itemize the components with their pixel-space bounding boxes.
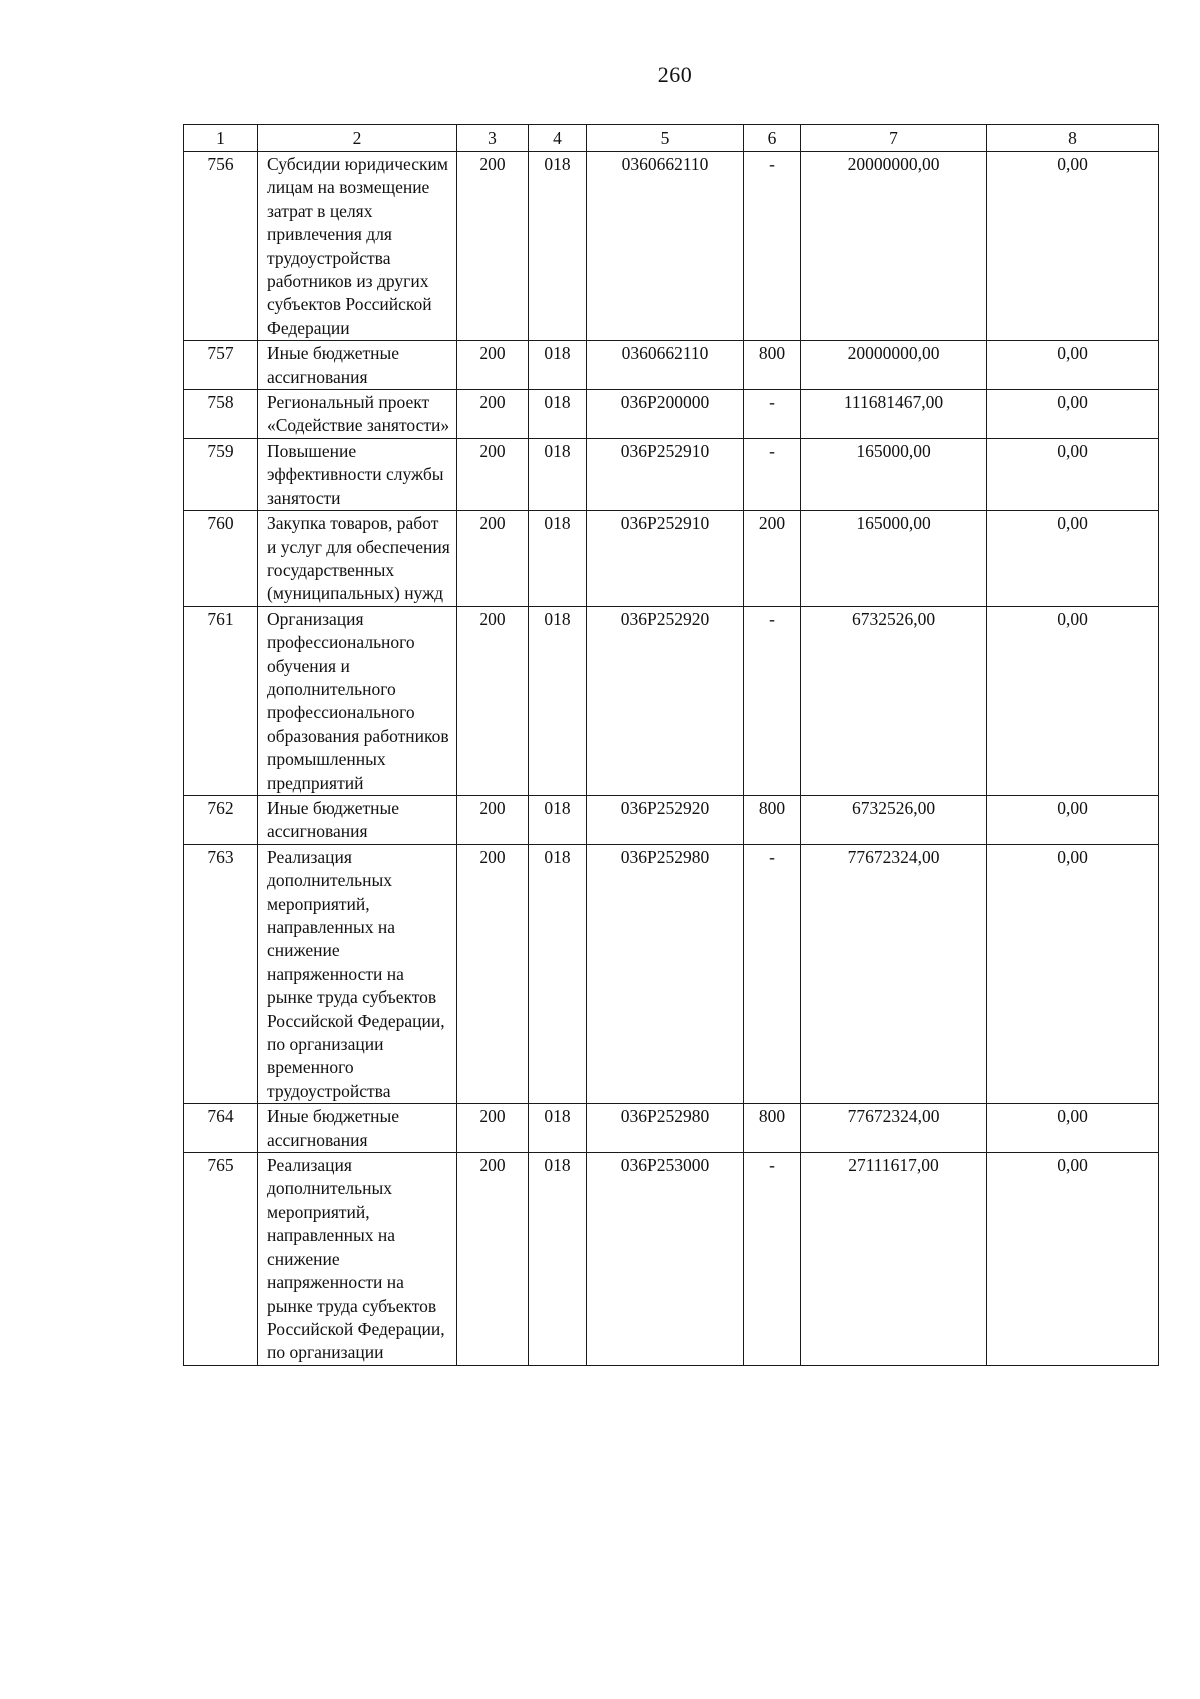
row-col4: 018 xyxy=(529,152,587,341)
row-col3: 200 xyxy=(457,606,529,795)
row-col8: 0,00 xyxy=(987,438,1159,510)
row-col6: 200 xyxy=(744,511,801,607)
row-col6: 800 xyxy=(744,795,801,844)
row-number: 757 xyxy=(184,341,258,390)
row-number: 758 xyxy=(184,390,258,439)
table-row xyxy=(184,1104,1159,1153)
row-col4: 018 xyxy=(529,844,587,1103)
row-description: Реализация дополнительных мероприятий, направленных на снижение напряженности на рынке труда субъектов Российской Федерации, по организации временного трудоустройства xyxy=(258,844,457,1103)
row-col4: 018 xyxy=(529,606,587,795)
row-number: 756 xyxy=(184,152,258,341)
row-col4: 018 xyxy=(529,1153,587,1366)
row-col5: 036P252910 xyxy=(587,438,744,510)
row-col3: 200 xyxy=(457,390,529,439)
column-header: 3 xyxy=(457,125,529,152)
row-col4: 018 xyxy=(529,1104,587,1153)
row-description: Субсидии юридическим лицам на возмещение затрат в целях привлечения для трудоустройства работников из других субъектов Российской Федерации xyxy=(258,152,457,341)
row-col3: 200 xyxy=(457,844,529,1103)
row-col3: 200 xyxy=(457,152,529,341)
row-col3: 200 xyxy=(457,341,529,390)
row-col3: 200 xyxy=(457,1104,529,1153)
row-col6: - xyxy=(744,606,801,795)
row-col8: 0,00 xyxy=(987,606,1159,795)
row-col5: 036P252980 xyxy=(587,844,744,1103)
row-number: 764 xyxy=(184,1104,258,1153)
table-row xyxy=(184,844,1159,1103)
row-col6: - xyxy=(744,844,801,1103)
row-col5: 036P252910 xyxy=(587,511,744,607)
row-description: Повышение эффективности службы занятости xyxy=(258,438,457,510)
row-col7: 77672324,00 xyxy=(801,844,987,1103)
table-row xyxy=(184,795,1159,844)
row-col4: 018 xyxy=(529,438,587,510)
row-description: Иные бюджетные ассигнования xyxy=(258,1104,457,1153)
row-number: 765 xyxy=(184,1153,258,1366)
page-number: 260 xyxy=(657,62,693,87)
row-col6: - xyxy=(744,152,801,341)
row-col4: 018 xyxy=(529,511,587,607)
row-col8: 0,00 xyxy=(987,390,1159,439)
row-col6: 800 xyxy=(744,341,801,390)
row-col5: 0360662110 xyxy=(587,341,744,390)
row-col6: 800 xyxy=(744,1104,801,1153)
row-description: Закупка товаров, работ и услуг для обеспечения государственных (муниципальных) нужд xyxy=(258,511,457,607)
row-col3: 200 xyxy=(457,795,529,844)
row-col8: 0,00 xyxy=(987,511,1159,607)
row-col4: 018 xyxy=(529,341,587,390)
row-col8: 0,00 xyxy=(987,341,1159,390)
row-description: Иные бюджетные ассигнования xyxy=(258,341,457,390)
row-col3: 200 xyxy=(457,438,529,510)
column-header: 4 xyxy=(529,125,587,152)
column-header: 5 xyxy=(587,125,744,152)
row-number: 761 xyxy=(184,606,258,795)
row-col8: 0,00 xyxy=(987,152,1159,341)
row-number: 763 xyxy=(184,844,258,1103)
row-col7: 165000,00 xyxy=(801,438,987,510)
row-col7: 20000000,00 xyxy=(801,341,987,390)
row-col8: 0,00 xyxy=(987,1104,1159,1153)
row-number: 762 xyxy=(184,795,258,844)
row-col7: 6732526,00 xyxy=(801,795,987,844)
table-row xyxy=(184,1153,1159,1366)
column-header: 7 xyxy=(801,125,987,152)
row-col4: 018 xyxy=(529,795,587,844)
row-description: Иные бюджетные ассигнования xyxy=(258,795,457,844)
table-row xyxy=(184,341,1159,390)
row-col7: 6732526,00 xyxy=(801,606,987,795)
row-col8: 0,00 xyxy=(987,1153,1159,1366)
column-header: 8 xyxy=(987,125,1159,152)
row-description: Организация профессионального обучения и дополнительного профессионального образования работников промышленных предприятий xyxy=(258,606,457,795)
row-col3: 200 xyxy=(457,511,529,607)
row-col8: 0,00 xyxy=(987,844,1159,1103)
row-col5: 036P200000 xyxy=(587,390,744,439)
row-col7: 77672324,00 xyxy=(801,1104,987,1153)
row-col7: 20000000,00 xyxy=(801,152,987,341)
row-col6: - xyxy=(744,438,801,510)
row-col3: 200 xyxy=(457,1153,529,1366)
column-header: 2 xyxy=(258,125,457,152)
column-header: 1 xyxy=(184,125,258,152)
budget-table xyxy=(183,124,1159,1366)
table-row xyxy=(184,511,1159,607)
row-col7: 111681467,00 xyxy=(801,390,987,439)
row-col8: 0,00 xyxy=(987,795,1159,844)
table-row xyxy=(184,152,1159,341)
row-col6: - xyxy=(744,390,801,439)
row-description: Региональный проект «Содействие занятости» xyxy=(258,390,457,439)
row-col6: - xyxy=(744,1153,801,1366)
row-col5: 036P252920 xyxy=(587,606,744,795)
row-number: 759 xyxy=(184,438,258,510)
row-col4: 018 xyxy=(529,390,587,439)
row-col7: 165000,00 xyxy=(801,511,987,607)
row-col7: 27111617,00 xyxy=(801,1153,987,1366)
row-col5: 036P252920 xyxy=(587,795,744,844)
column-header: 6 xyxy=(744,125,801,152)
table-header-row xyxy=(184,125,1159,152)
row-description: Реализация дополнительных мероприятий, направленных на снижение напряженности на рынке труда субъектов Российской Федерации, по организации xyxy=(258,1153,457,1366)
row-number: 760 xyxy=(184,511,258,607)
row-col5: 036P252980 xyxy=(587,1104,744,1153)
table-row xyxy=(184,606,1159,795)
row-col5: 036P253000 xyxy=(587,1153,744,1366)
row-col5: 0360662110 xyxy=(587,152,744,341)
table-row xyxy=(184,438,1159,510)
table-row xyxy=(184,390,1159,439)
